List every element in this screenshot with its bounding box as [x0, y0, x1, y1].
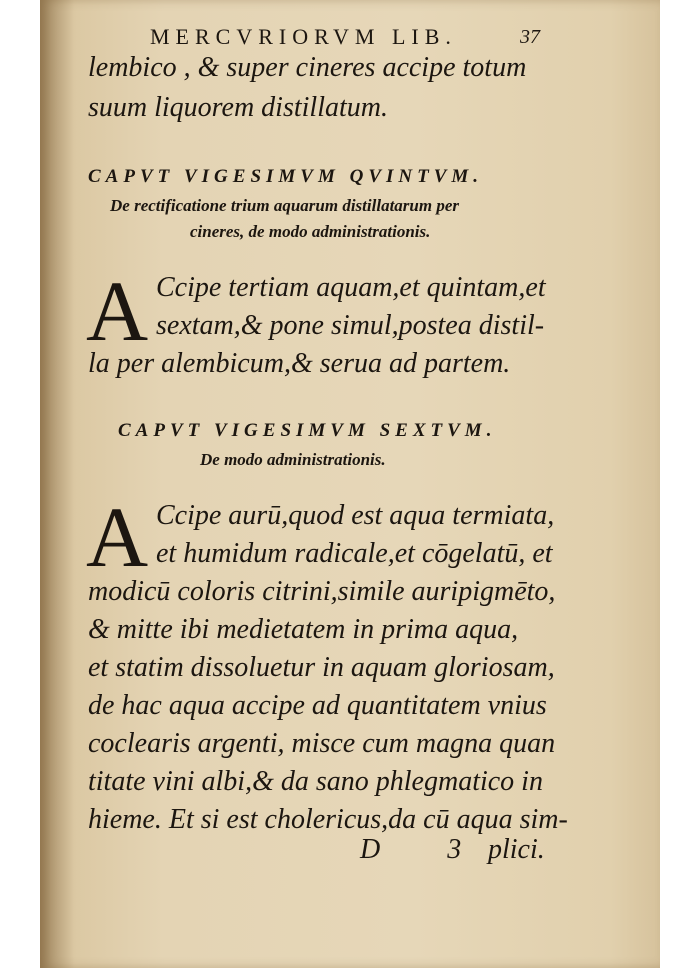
page-gutter-shadow — [40, 0, 74, 968]
body-line: titate vini albi,& da sano phlegmatico in — [88, 766, 543, 797]
chapter-heading: CAPVT VIGESIMVM QVINTVM. — [88, 166, 484, 187]
body-line: & mitte ibi medietatem in prima aqua, — [88, 614, 519, 645]
running-title: MERCVRIORVM LIB. — [150, 24, 457, 49]
page-number: 37 — [520, 26, 540, 48]
body-line: modicū coloris citrini,simile auripigmēto, — [88, 576, 556, 607]
catchword: plici. — [488, 834, 545, 865]
body-line: et humidum radicale,et cōgelatū, et — [156, 538, 553, 569]
chapter-subtitle: De modo administrationis. — [200, 450, 386, 469]
body-line: lembico , & super cineres accipe totum — [88, 52, 527, 83]
body-line: la per alembicum,& serua ad partem. — [88, 348, 511, 379]
body-line: Ccipe tertiam aquam,et quintam,et — [156, 272, 546, 303]
signature-mark: D 3 — [360, 834, 492, 865]
body-line: sextam,& pone simul,postea distil- — [156, 310, 545, 341]
chapter-subtitle: cineres, de modo administrationis. — [190, 222, 431, 241]
chapter-heading: CAPVT VIGESIMVM SEXTVM. — [118, 420, 497, 441]
body-line: hieme. Et si est cholericus,da cū aqua sim- — [88, 804, 568, 835]
body-line: Ccipe aurū,quod est aqua termiata, — [156, 500, 555, 531]
body-line: de hac aqua accipe ad quantitatem vnius — [88, 690, 547, 721]
body-line: suum liquorem distillatum. — [88, 92, 388, 123]
chapter-subtitle: De rectificatione trium aquarum distillatarum per — [110, 196, 459, 215]
drop-cap: A — [86, 263, 149, 359]
body-line: coclearis argenti, misce cum magna quan — [88, 728, 556, 759]
drop-cap: A — [86, 489, 149, 585]
body-line: et statim dissoluetur in aquam gloriosam, — [88, 652, 555, 683]
